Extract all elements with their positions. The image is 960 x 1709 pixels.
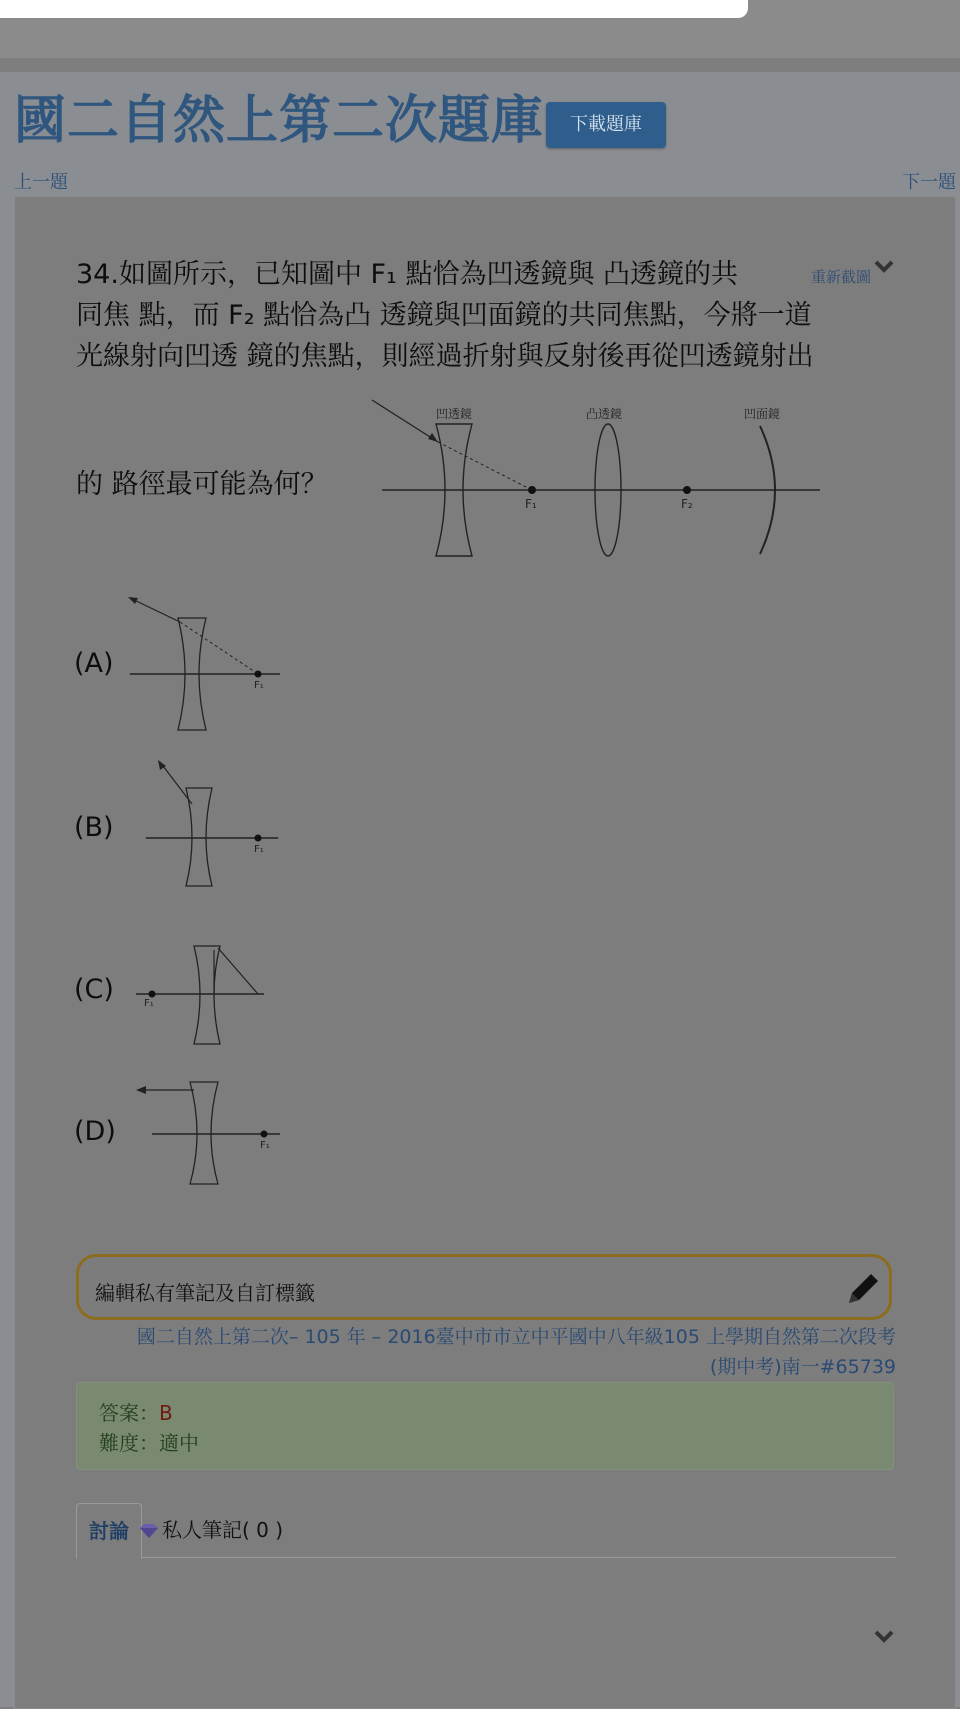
private-note-box[interactable] <box>76 1254 892 1320</box>
f1-label: F₁ <box>525 497 537 511</box>
concave-lens-shape <box>194 946 220 1044</box>
f1-point <box>149 991 156 998</box>
chevron-down-icon[interactable] <box>874 258 894 279</box>
question-source[interactable] <box>76 1322 896 1382</box>
answer-value: B <box>159 1401 173 1425</box>
question-line-3: 光線射向凹透 鏡的焦點，則經過折射與反射後再從凹透鏡射出 <box>76 341 814 372</box>
f1-label: F₁ <box>144 998 154 1009</box>
private-note-label: 編輯私有筆記及自訂標籤 <box>95 1281 315 1305</box>
source-line-2: (期中考)南一#65739 <box>709 1356 896 1378</box>
option-a-label[interactable]: (A) <box>74 648 114 679</box>
difficulty-value: 適中 <box>159 1431 199 1455</box>
f1-label: F₁ <box>254 680 264 691</box>
tabs-bar <box>76 1503 896 1558</box>
gem-icon <box>138 1505 160 1559</box>
tab-discussion[interactable]: 討論 <box>76 1503 142 1559</box>
option-d-diagram[interactable] <box>134 1078 284 1188</box>
ray-arrow <box>128 597 138 604</box>
f1-label: F₁ <box>260 1140 270 1151</box>
recapture-link[interactable]: 重新截圖 <box>811 268 872 286</box>
concave-lens-shape <box>190 1082 218 1184</box>
chevron-down-icon[interactable] <box>874 1628 894 1649</box>
option-b-label[interactable]: (B) <box>74 812 114 843</box>
next-question-link[interactable]: 下一題 <box>902 172 956 193</box>
pencil-icon[interactable] <box>843 1269 883 1313</box>
option-d-label[interactable]: (D) <box>74 1116 116 1147</box>
tab-private-notes[interactable] <box>160 1503 283 1557</box>
option-b-diagram[interactable] <box>144 758 284 890</box>
question-line-2: 同焦 點，而 F₂ 點恰為凸 透鏡與凹面鏡的共同焦點，今將一道 <box>76 300 812 331</box>
ray-line <box>160 762 192 804</box>
question-text <box>76 254 886 377</box>
search-input[interactable] <box>0 0 748 18</box>
f2-label: F₂ <box>681 497 693 511</box>
answer-key: 答案： <box>99 1401 159 1425</box>
option-c-label[interactable]: (C) <box>74 974 114 1005</box>
option-a-diagram[interactable] <box>124 594 284 734</box>
answer-row <box>99 1397 173 1426</box>
option-c-diagram[interactable] <box>134 940 274 1050</box>
ray-line <box>130 598 180 622</box>
browser-top-bar <box>0 0 960 58</box>
f1-point <box>255 835 262 842</box>
f1-label: F₁ <box>254 844 264 855</box>
source-line-1: 國二自然上第二次– 105 年 – 2016臺中市市立中平國中八年級105 上學期自然第二次段考 <box>136 1326 896 1348</box>
f1-point <box>528 486 536 494</box>
dashed-ray <box>180 622 258 674</box>
ray-arrow <box>136 1086 146 1094</box>
convex-lens-label: 凸透鏡 <box>586 407 623 421</box>
ray-arrow <box>428 433 438 442</box>
optics-diagram <box>370 398 830 568</box>
dashed-extension <box>438 442 532 490</box>
page-title: 國二自然上第二次題庫 <box>14 91 545 151</box>
question-line-1: 34.如圖所示，已知圖中 F₁ 點恰為凹透鏡與 凸透鏡的共 <box>76 259 739 290</box>
tab-private-notes-label: 私人筆記( 0 ) <box>162 1518 284 1542</box>
incident-ray <box>372 400 438 442</box>
difficulty-row <box>99 1427 199 1456</box>
concave-mirror-label: 凹面鏡 <box>744 407 781 421</box>
difficulty-key: 難度： <box>99 1431 159 1455</box>
answer-panel <box>76 1382 894 1470</box>
f1-point <box>261 1131 268 1138</box>
concave-lens-shape <box>186 788 212 886</box>
prev-question-link[interactable]: 上一題 <box>14 172 68 193</box>
f1-point <box>255 671 262 678</box>
question-line-4: 的 路徑最可能為何？ <box>76 469 328 500</box>
download-bank-button[interactable]: 下載題庫 <box>546 102 666 148</box>
f2-point <box>683 486 691 494</box>
concave-lens-label: 凹透鏡 <box>436 407 473 421</box>
ray-line <box>218 948 258 994</box>
